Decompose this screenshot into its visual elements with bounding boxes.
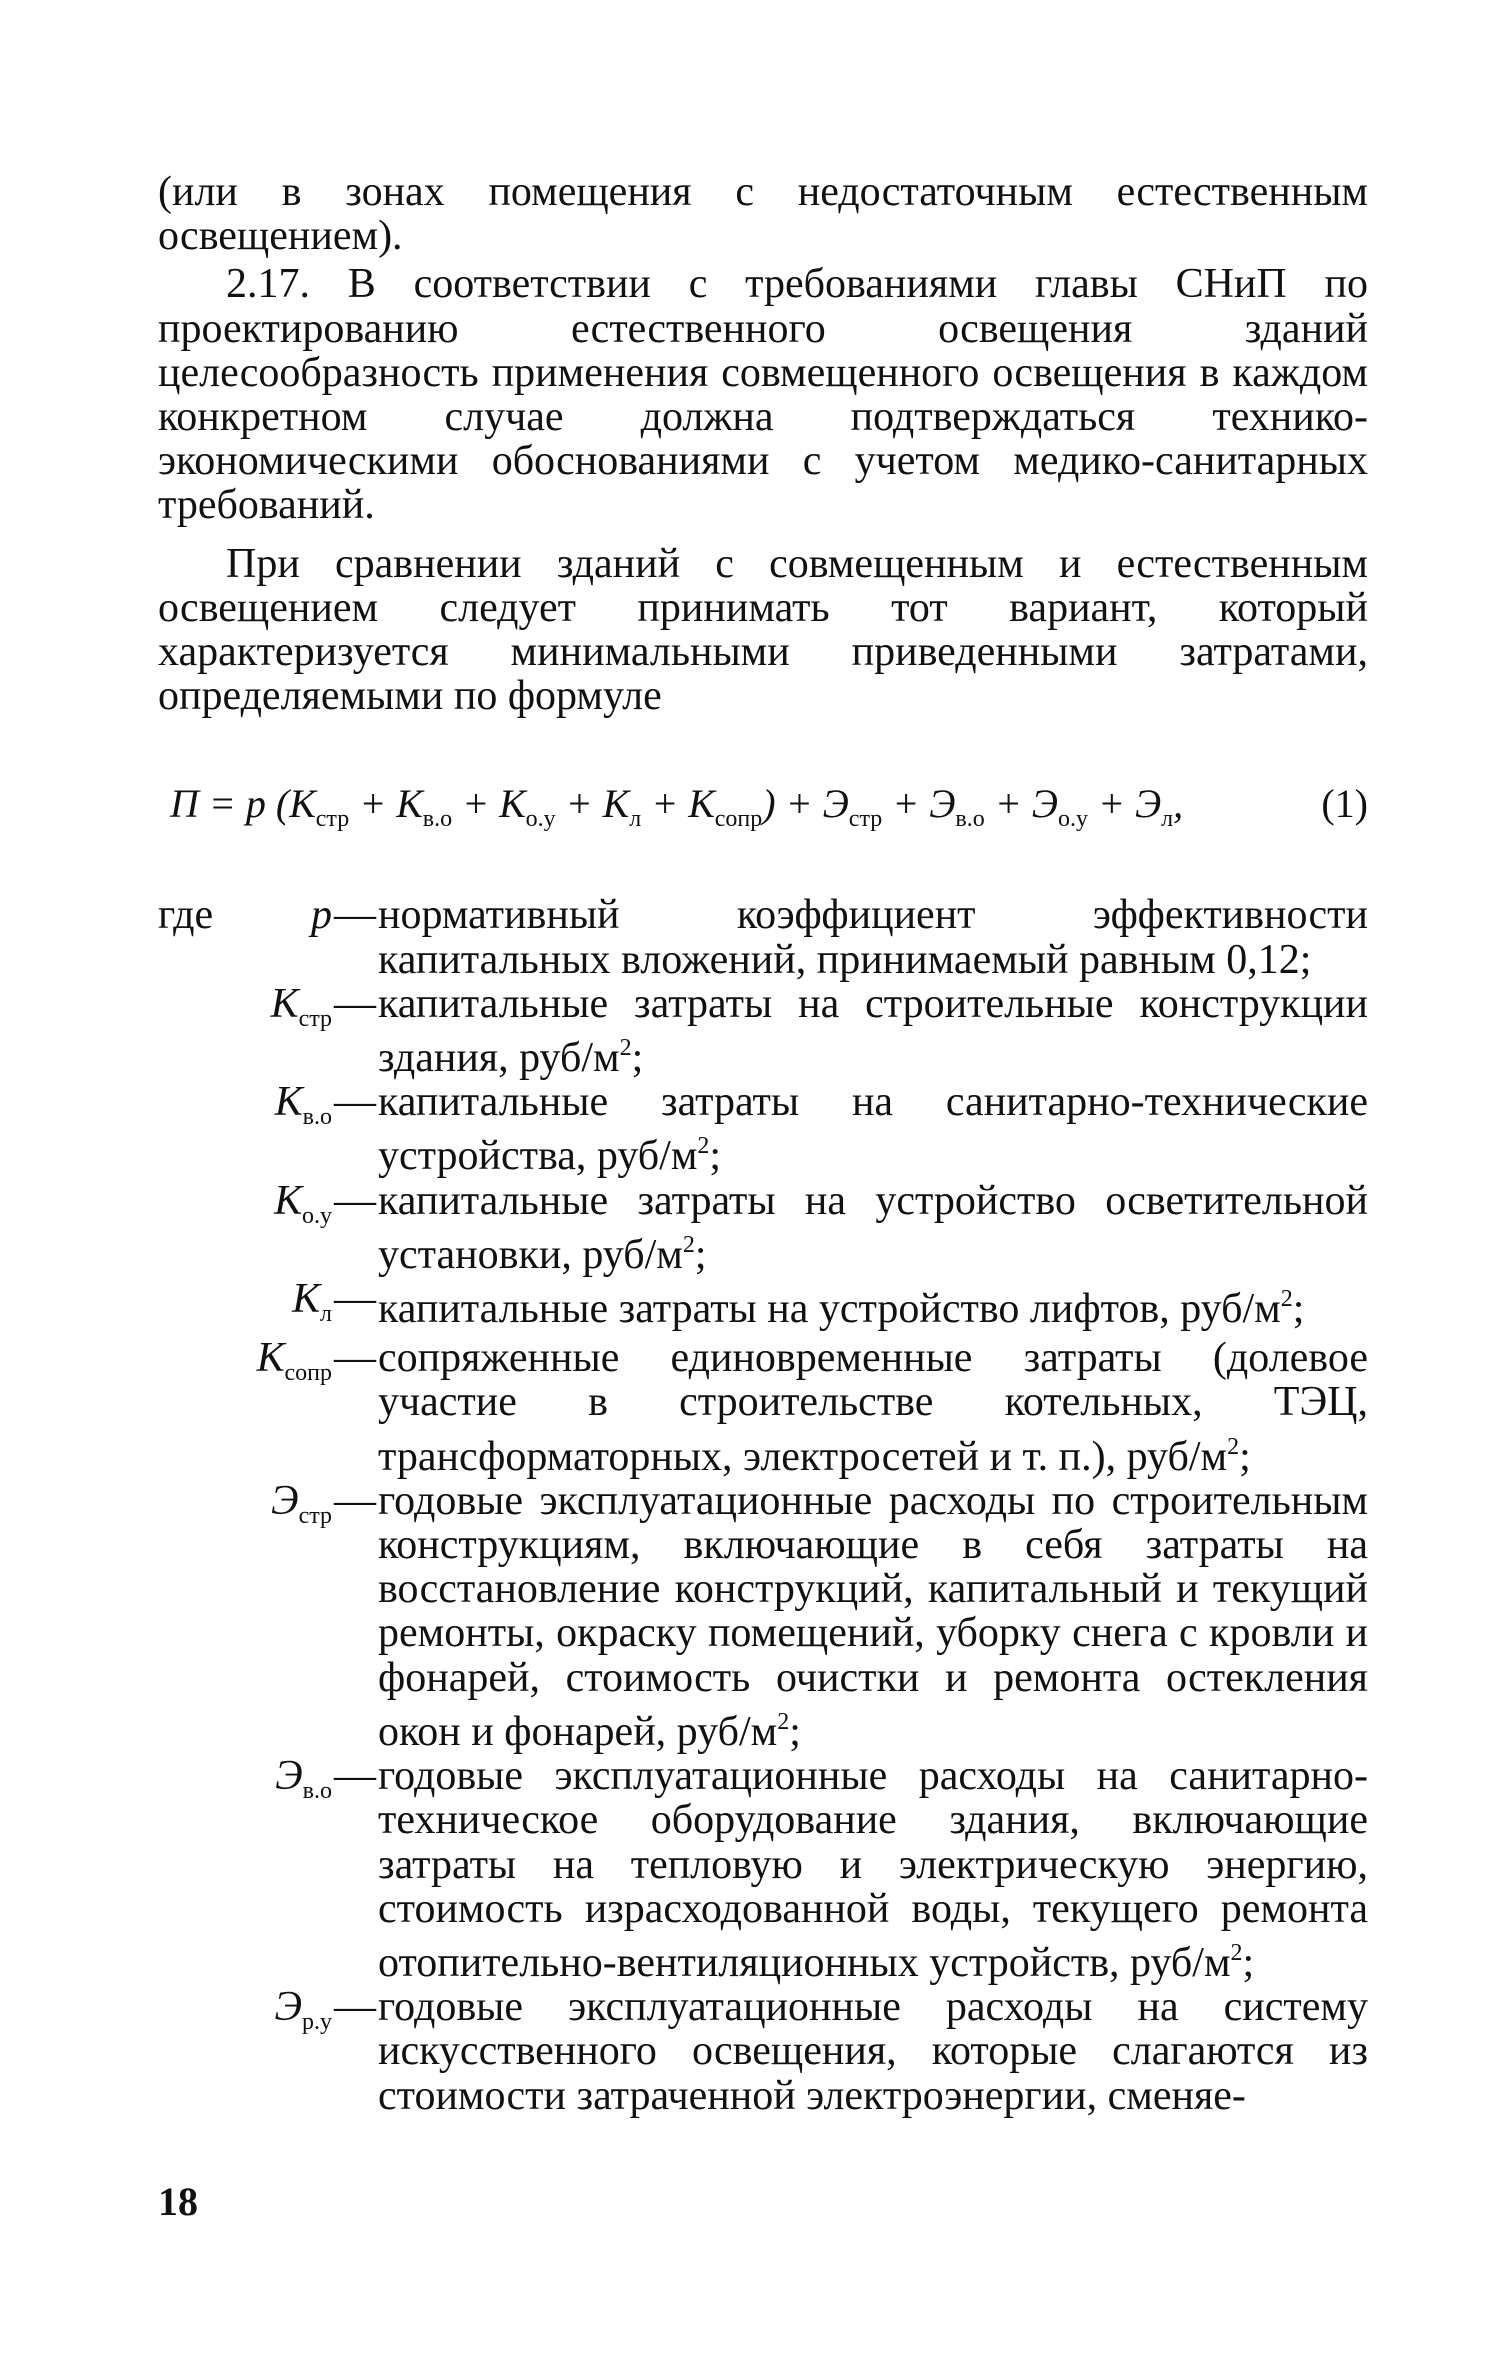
definition-item — [158, 1754, 1368, 1985]
page-body — [158, 170, 1368, 2118]
definition-text: капитальные затраты на санитарно-технические устройства, руб/$м^2$; — [378, 1079, 1368, 1180]
definition-item — [158, 893, 1368, 981]
definition-dash: — — [334, 1477, 376, 1524]
definition-dash: — — [334, 1276, 376, 1323]
paragraph-continuation: (или в зонах помещения с недостаточным естественным освещением). — [158, 169, 1368, 260]
definition-text: сопряженные единовременные затраты (долевое участие в строительстве котельных, ТЭЦ, трансформаторных, электросетей и т. п.), руб/$м^2$; — [378, 1335, 1368, 1480]
definition-text: годовые эксплуатационные расходы на санитарно-техническое оборудование здания, включающие затраты на тепловую и электрическую энергию, стоимость израсходованной воды, текущего ремонта отопительно-вентиляционных устройств, руб/$м^2$; — [378, 1753, 1368, 1986]
definition-text: годовые эксплуатационные расходы по строительным конструкциям, включающие в себя затраты на восстановление конструкций, капитальный и текущий ремонты, окраску помещений, уборку снега с кровли и фонарей, стоимость очистки и ремонта остекления окон и фонарей, руб/$м^2$; — [378, 1477, 1368, 1755]
definition-dash: — — [334, 1753, 376, 1800]
paragraph-comparison: При сравнении зданий с совмещенным и естественным освещением следует принимать тот вариант, который характеризуется минимальными приведенными затратами, определяемыми по формуле — [158, 540, 1368, 720]
definition-item — [158, 1336, 1368, 1479]
definition-symbol: $Э_{р.у}$ — [274, 1984, 332, 2036]
definition-dash: — — [334, 1079, 376, 1126]
definition-symbol: $К_л$ — [292, 1276, 332, 1328]
definition-item — [158, 1277, 1368, 1336]
paragraph-2-17: 2.17. В соответствии с требованиями главы СНиП по проектированию естественного освещения зданий целесообразность применения совмещенного освещения в каждом конкретном случае должна подтверждаться технико-экономическими обоснованиями с учетом медико-санитарных требований. — [158, 261, 1368, 529]
definition-dash: — — [334, 892, 376, 939]
definition-item — [158, 1080, 1368, 1178]
definition-item — [158, 1479, 1368, 1754]
formula-1 — [170, 780, 1368, 843]
definition-symbol: $Э_{в.о}$ — [275, 1753, 332, 1805]
definition-dash: — — [334, 1335, 376, 1382]
definition-symbol: $К_{стр}$ — [270, 980, 332, 1032]
definition-symbol: р — [311, 892, 332, 939]
definition-symbol: $К_{сопр}$ — [256, 1335, 332, 1387]
definition-symbol: $К_{о.у}$ — [274, 1177, 332, 1229]
definitions-list — [158, 893, 1368, 2117]
definition-symbol: $Э_{стр}$ — [271, 1477, 332, 1529]
definition-item — [158, 1985, 1368, 2118]
definition-text: капитальные затраты на устройство осветительной установки, руб/$м^2$; — [378, 1177, 1368, 1278]
definition-dash: — — [334, 1984, 376, 2031]
definition-symbol: $К_{в.о}$ — [274, 1079, 332, 1131]
where-label: где — [158, 892, 214, 939]
definition-dash: — — [334, 1177, 376, 1224]
definition-item — [158, 1179, 1368, 1277]
definition-text: капитальные затраты на устройство лифтов, руб/$м^2$; — [378, 1286, 1305, 1333]
definition-text: капитальные затраты на строительные конструкции здания, руб/$м^2$; — [378, 980, 1368, 1082]
definition-item — [158, 982, 1368, 1080]
definition-text: нормативный коэффициент эффективности капитальных вложений, принимаемый равным 0,12; — [378, 892, 1368, 983]
formula-number: (1) — [1321, 781, 1368, 827]
definition-text: годовые эксплуатационные расходы на систему искусственного освещения, которые слагаются из стоимости затраченной электроэнергии, сменяе- — [378, 1984, 1368, 2119]
page-number: 18 — [158, 2179, 198, 2224]
definition-dash: — — [334, 980, 376, 1027]
formula-expression: П = р $(К_{стр} + К_{в.о} + К_{о.у} + К_л + К_{сопр}) + Э_{стр} + Э_{в.о} + Э_{о.у} + Э_л$, — [170, 781, 1184, 833]
